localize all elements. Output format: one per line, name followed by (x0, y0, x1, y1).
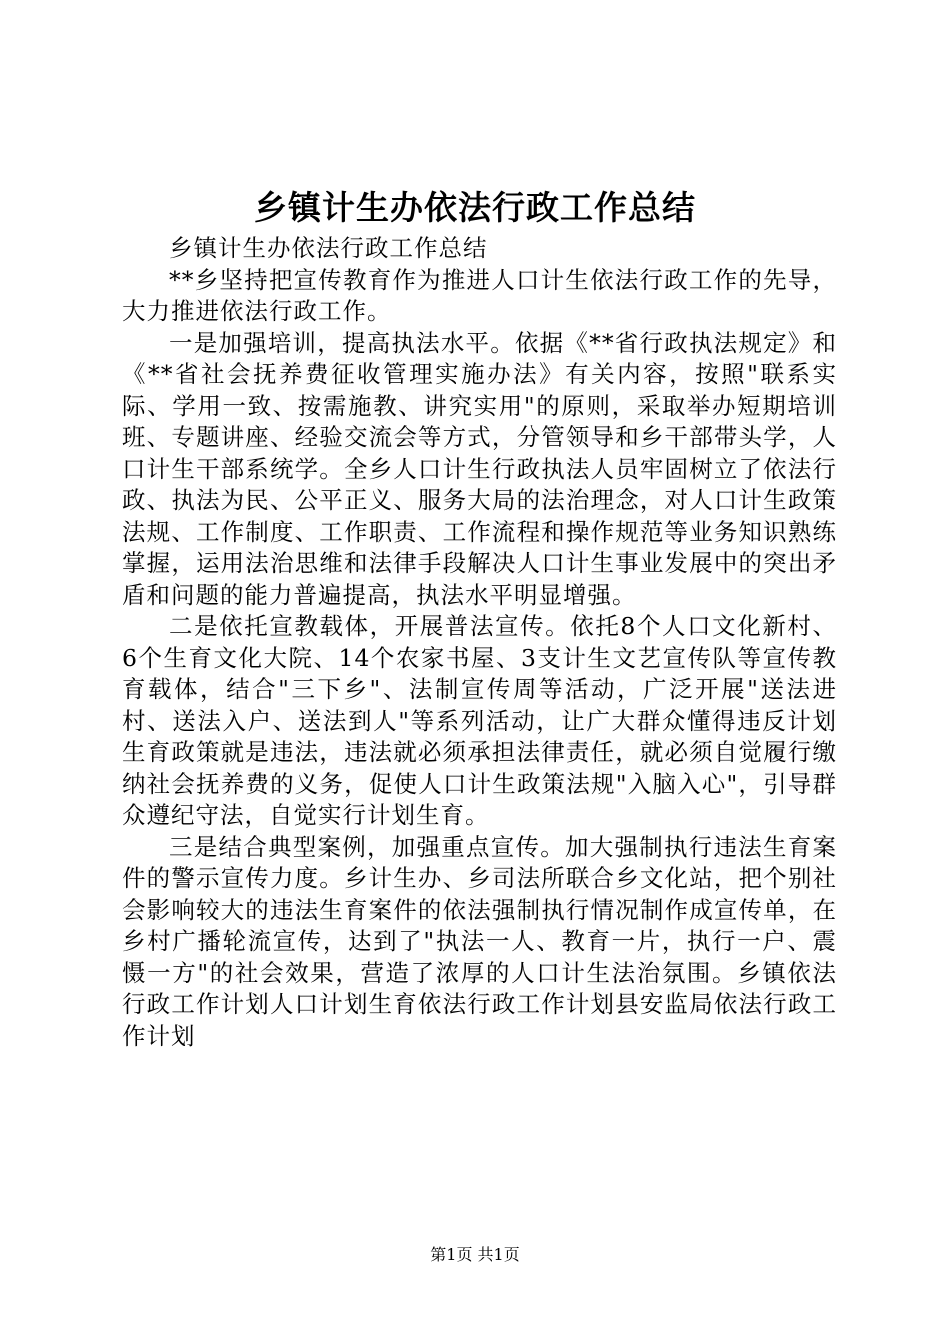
paragraph-subtitle: 乡镇计生办依法行政工作总结 (169, 234, 488, 262)
paragraph-publicity: 二是依托宣教载体，开展普法宣传。依托8个人口文化新村、6个生育文化大院、14个农家书屋、3支计生文艺宣传队等宣传教育载体，结合"三下乡"、法制宣传周等活动，广泛开展"送法进村、送法入户、送法到人"等系列活动，让广大群众懂得违反计划生育政策就是违法，违法就必须承担法律责任，就必须自觉履行缴纳社会抚养费的义务，促使人口计生政策法规"入脑入心"，引导群众遵纪守法，自觉实行计划生育。 (122, 612, 837, 829)
paragraph-training: 一是加强培训，提高执法水平。依据《**省行政执法规定》和《**省社会抚养费征收管理实施办法》有关内容，按照"联系实际、学用一致、按需施教、讲究实用"的原则，采取举办短期培训班、专题讲座、经验交流会等方式，分管领导和乡干部带头学，人口计生干部系统学。全乡人口计生行政执法人员牢固树立了依法行政、执法为民、公平正义、服务大局的法治理念，对人口计生政策法规、工作制度、工作职责、工作流程和操作规范等业务知识熟练掌握，运用法治思维和法律手段解决人口计生事业发展中的突出矛盾和问题的能力普遍提高，执法水平明显增强。 (122, 328, 837, 609)
paragraph-intro: **乡坚持把宣传教育作为推进人口计生依法行政工作的先导，大力推进依法行政工作。 (122, 265, 837, 325)
paragraph-cases: 三是结合典型案例，加强重点宣传。加大强制执行违法生育案件的警示宣传力度。乡计生办、乡司法所联合乡文化站，把个别社会影响较大的违法生育案件的依法强制执行情况制作成宣传单，在乡村广播轮流宣传，达到了"执法一人、教育一片，执行一户、震慑一方"的社会效果，营造了浓厚的人口计生法治氛围。乡镇依法行政工作计划人口计划生育依法行政工作计划县安监局依法行政工作计划 (122, 832, 837, 1050)
document-body (122, 233, 837, 1052)
document-title: 乡镇计生办依法行政工作总结 (254, 188, 696, 227)
page-footer: 第1页 共1页 (430, 1245, 520, 1264)
